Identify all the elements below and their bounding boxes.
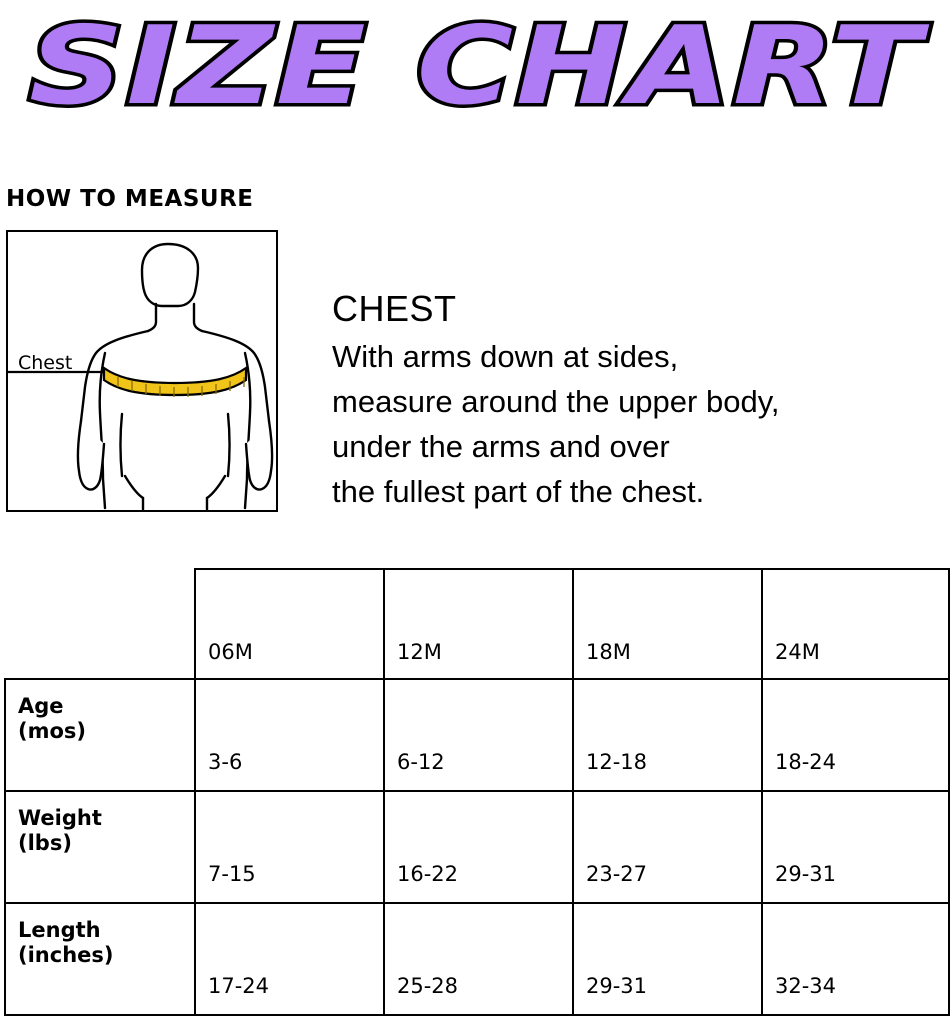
chest-description-line-3: under the arms and over — [332, 429, 670, 464]
page-title: SIZE CHART — [28, 4, 924, 129]
table-row-header-line-2: (mos) — [18, 719, 87, 743]
table-row-header-line-2: (lbs) — [18, 831, 72, 855]
table-row-header — [5, 679, 195, 791]
table-row-header-line-1: Weight — [18, 806, 102, 830]
table-corner-cell — [5, 569, 195, 679]
page-title-banner — [0, 0, 952, 150]
chest-description-heading: CHEST — [332, 288, 457, 329]
table-cell: 17-24 — [195, 903, 384, 1015]
table-row — [5, 903, 949, 1015]
table-cell: 12-18 — [573, 679, 762, 791]
table-column-header: 18M — [573, 569, 762, 679]
table-cell: 18-24 — [762, 679, 949, 791]
table-column-header: 24M — [762, 569, 949, 679]
table-cell: 23-27 — [573, 791, 762, 903]
table-row-header — [5, 903, 195, 1015]
chest-description — [332, 288, 946, 514]
table-cell: 7-15 — [195, 791, 384, 903]
chest-description-line-1: With arms down at sides, — [332, 339, 679, 374]
table-row-header-line-1: Length — [18, 918, 101, 942]
table-column-header: 06M — [195, 569, 384, 679]
table-row — [5, 791, 949, 903]
table-row — [5, 679, 949, 791]
table-row-header-line-2: (inches) — [18, 943, 114, 967]
chest-description-body — [332, 334, 946, 514]
chest-measure-label: Chest — [18, 352, 73, 374]
table-column-header: 12M — [384, 569, 573, 679]
chest-description-line-2: measure around the upper body, — [332, 384, 780, 419]
table-cell: 3-6 — [195, 679, 384, 791]
table-cell: 16-22 — [384, 791, 573, 903]
table-cell: 29-31 — [762, 791, 949, 903]
table-header-row — [5, 569, 949, 679]
table-cell: 32-34 — [762, 903, 949, 1015]
size-table — [4, 568, 950, 1016]
table-cell: 25-28 — [384, 903, 573, 1015]
table-cell: 29-31 — [573, 903, 762, 1015]
table-row-header — [5, 791, 195, 903]
how-to-measure-heading: HOW TO MEASURE — [6, 186, 254, 212]
tape-measure-icon — [104, 368, 246, 397]
table-row-header-line-1: Age — [18, 694, 64, 718]
table-cell: 6-12 — [384, 679, 573, 791]
chest-description-line-4: the fullest part of the chest. — [332, 474, 705, 509]
